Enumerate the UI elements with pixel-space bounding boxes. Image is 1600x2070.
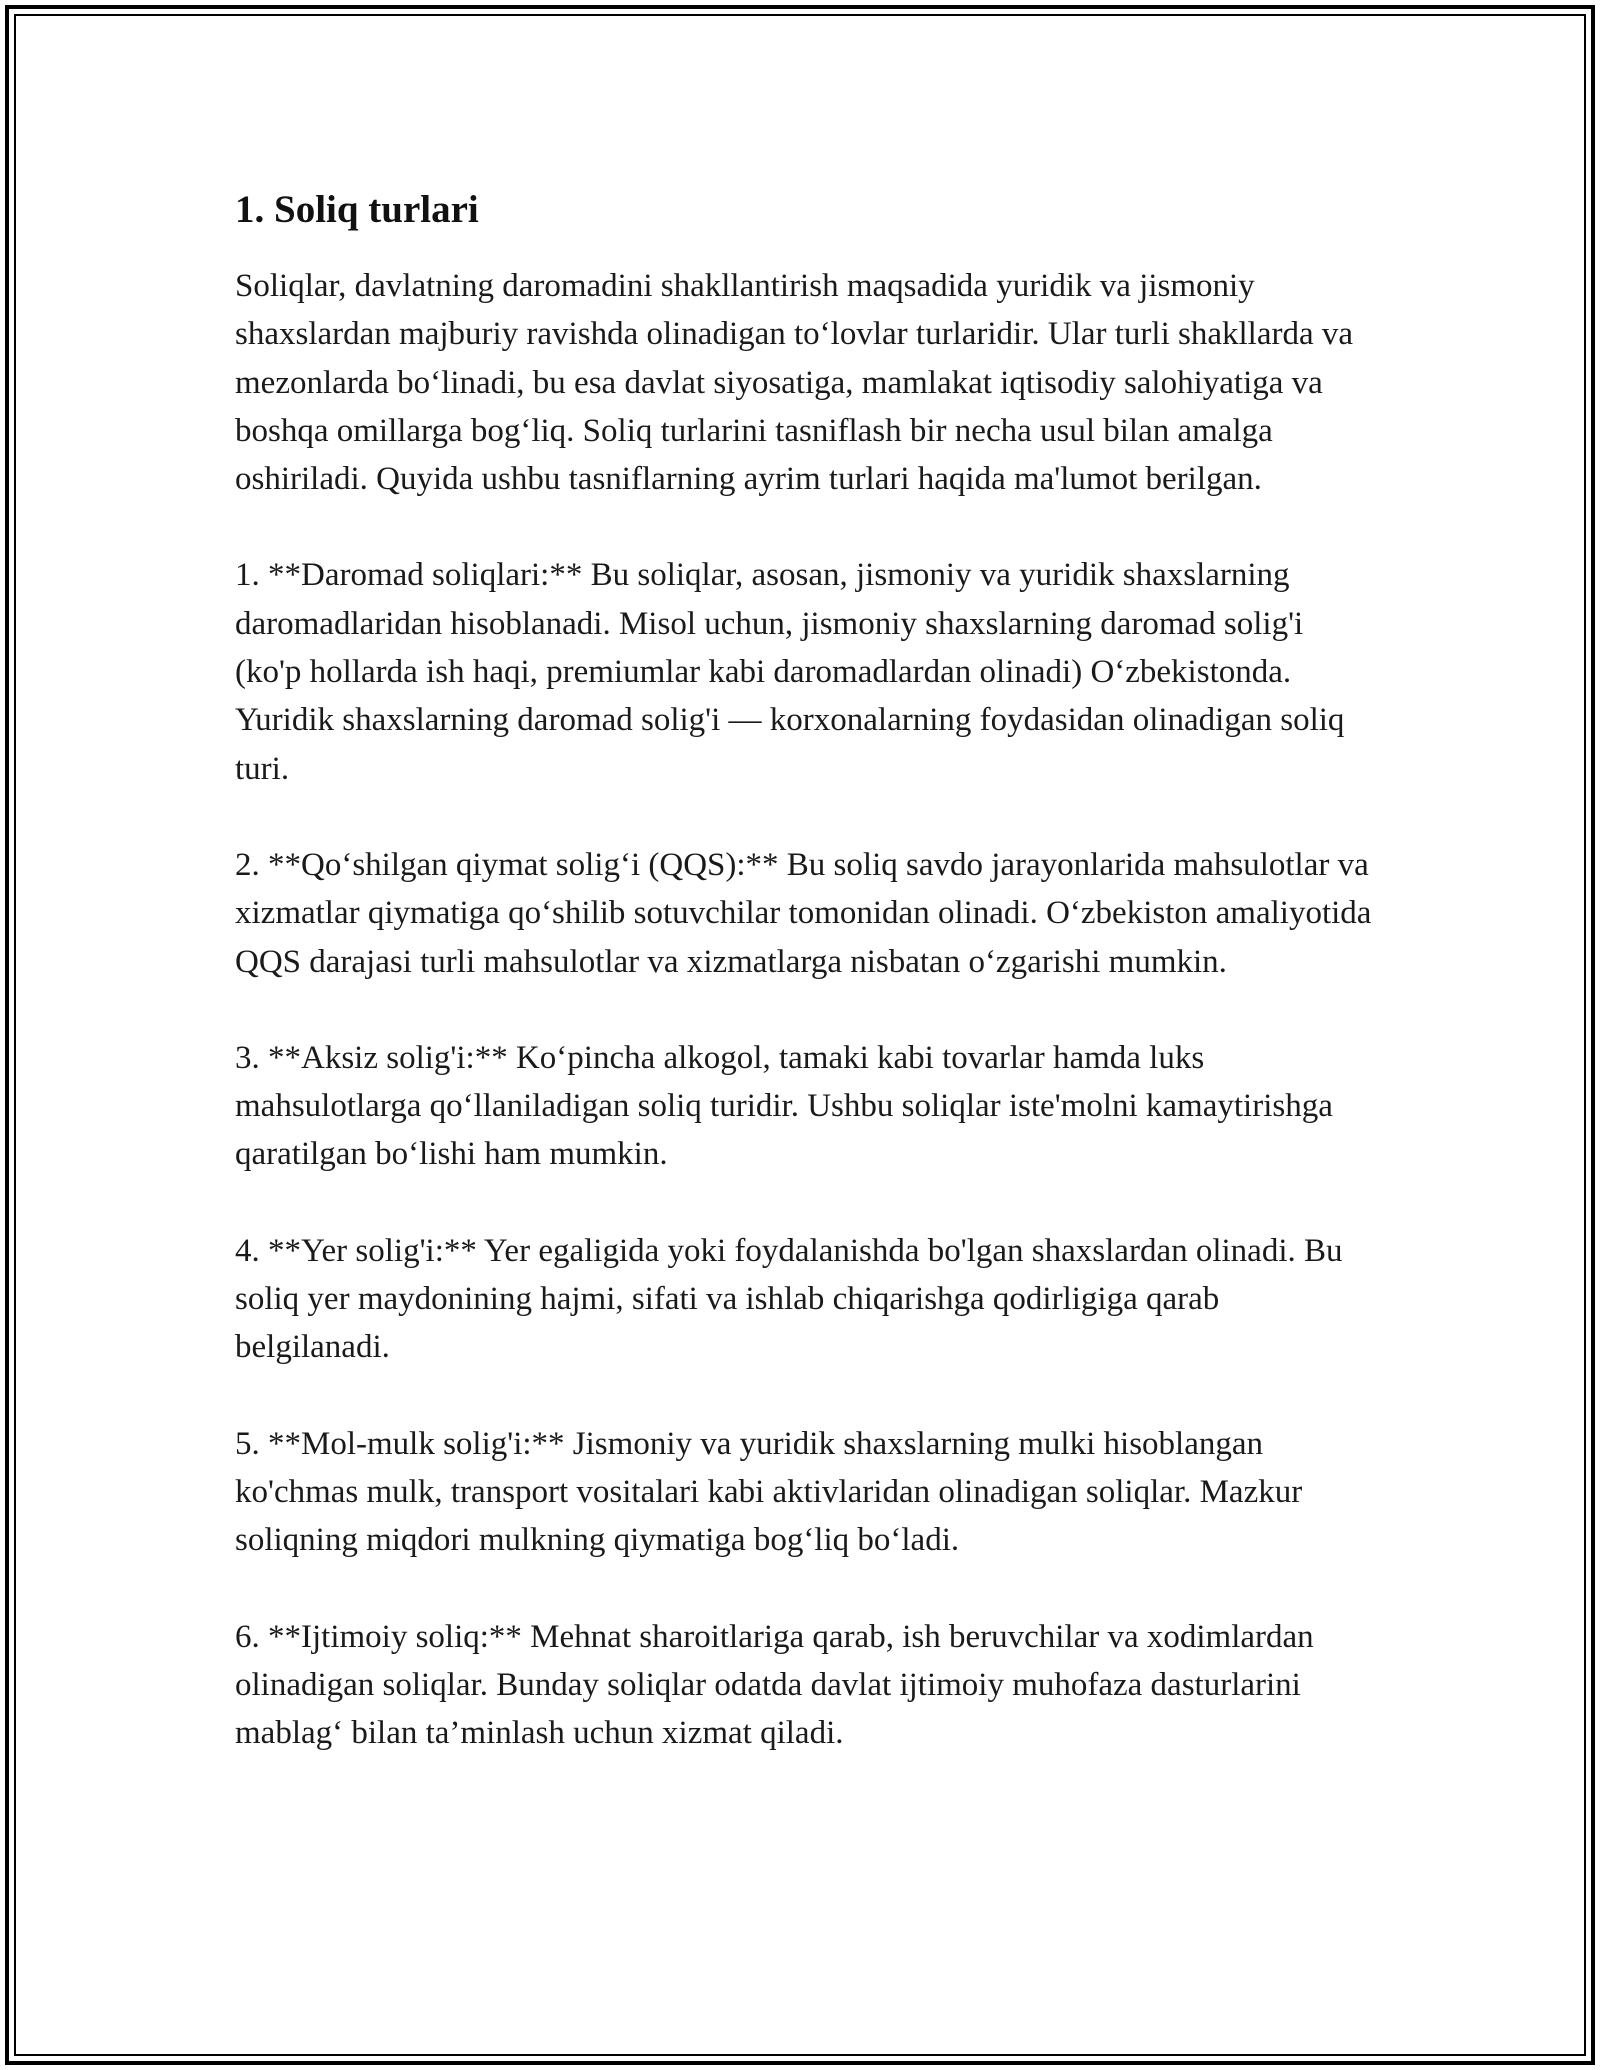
- document-body: [235, 186, 1375, 1805]
- tax-type-property: 5. **Mol-mulk solig'i:** Jismoniy va yuridik shaxslarning mulki hisoblangan ko'chmas mulk, transport vositalari kabi aktivlaridan olinadigan soliqlar. Mazkur soliqning miqdori mulkning qiymatiga bog‘liq bo‘ladi.: [235, 1425, 1303, 1559]
- tax-type-income: 1. **Daromad soliqlari:** Bu soliqlar, asosan, jismoniy va yuridik shaxslarning daromadlaridan hisoblanadi. Misol uchun, jismoniy shaxslarning daromad solig'i (ko'p hollarda ish haqi, premiumlar kabi daromadlardan olinadi) O‘zbekistonda. Yuridik shaxslarning daromad solig'i — korxonalarning foydasidan olinadigan soliq turi.: [235, 557, 1345, 787]
- intro-paragraph: Soliqlar, davlatning daromadini shakllantirish maqsadida yuridik va jismoniy shaxslardan majburiy ravishda olinadigan to‘lovlar turlaridir. Ular turli shakllarda va mezonlarda bo‘linadi, bu esa davlat siyosatiga, mamlakat iqtisodiy salohiyatiga va boshqa omillarga bog‘liq. Soliq turlarini tasniflash bir necha usul bilan amalga oshiriladi. Quyida ushbu tasniflarning ayrim turlari haqida ma'lumot berilgan.: [235, 268, 1354, 498]
- tax-type-excise: 3. **Aksiz solig'i:** Ko‘pincha alkogol, tamaki kabi tovarlar hamda luks mahsulotlarga qo‘llaniladigan soliq turidir. Ushbu soliqlar iste'molni kamaytirishga qaratilgan bo‘lishi ham mumkin.: [235, 1039, 1333, 1173]
- tax-type-land: 4. **Yer solig'i:** Yer egaligida yoki foydalanishda bo'lgan shaxslardan olinadi. Bu soliq yer maydonining hajmi, sifati va ishlab chiqarishga qodirligiga qarab belgilanadi.: [235, 1232, 1343, 1366]
- tax-type-social: 6. **Ijtimoiy soliq:** Mehnat sharoitlariga qarab, ish beruvchilar va xodimlardan olinadigan soliqlar. Bunday soliqlar odatda davlat ijtimoiy muhofaza dasturlarini mablag‘ bilan ta’minlash uchun xizmat qiladi.: [235, 1618, 1314, 1752]
- tax-type-vat: 2. **Qo‘shilgan qiymat solig‘i (QQS):** Bu soliq savdo jarayonlarida mahsulotlar va xizmatlar qiymatiga qo‘shilib sotuvchilar tomonidan olinadi. O‘zbekiston amaliyotida QQS darajasi turli mahsulotlar va xizmatlarga nisbatan o‘zgarishi mumkin.: [235, 846, 1372, 980]
- section-heading: 1. Soliq turlari: [235, 188, 479, 231]
